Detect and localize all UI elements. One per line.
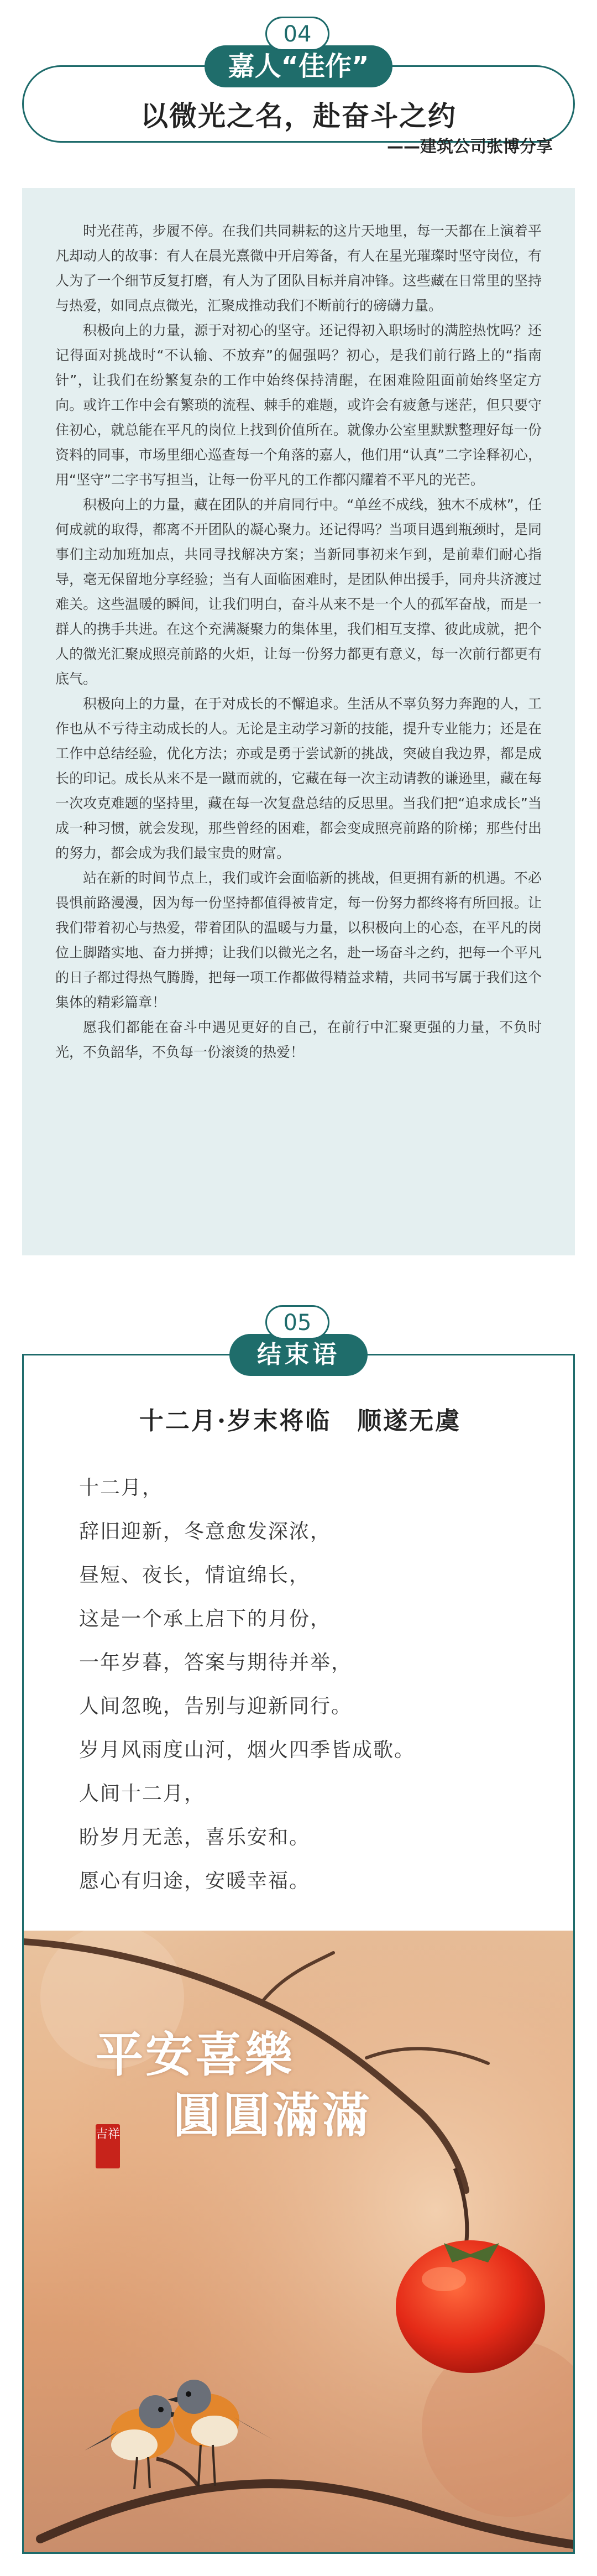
closing-card: [22, 1354, 575, 2554]
illustration-artwork: [24, 1931, 573, 2552]
article-paragraph: 积极向上的力量，在于对成长的不懈追求。生活从不辜负努力奔跑的人，工作也从不亏待主动成长的人。无论是主动学习新的技能，提升专业能力；还是在工作中总结经验，优化方法；亦或是勇于尝试新的挑战，突破自我边界，都是成长的印记。成长从来不是一蹴而就的，它藏在每一次主动请教的谦逊里，藏在每一次攻克难题的坚持里，藏在每一次复盘总结的反思里。当我们把“追求成长”当成一种习惯，就会发现，那些曾经的困难，都会变成照亮前路的阶梯；那些付出的努力，都会成为我们最宝贵的财富。: [55, 696, 542, 861]
poem-line: 十二月，: [79, 1477, 164, 1499]
section-04-number: 04: [265, 17, 329, 51]
poem-line: 人间十二月，: [79, 1782, 206, 1805]
article-paragraph: 站在新的时间节点上，我们或许会面临新的挑战，但更拥有新的机遇。不必畏惧前路漫漫，因为每一份坚持都值得被肯定，每一份努力都终将有所回报。让我们带着初心与热爱，带着团队的温暖与力量，以积极向上的心态，在平凡的岗位上脚踏实地、奋力拼搏；让我们以微光之名，赴一场奋斗之约，把每一个平凡的日子都过得热气腾腾，把每一项工作都做得精益求精，共同书写属于我们这个集体的精彩篇章！: [55, 870, 542, 1010]
red-seal-stamp: 吉祥: [96, 2124, 120, 2168]
poem-title: 十二月·岁末将临 顺遂无虞: [139, 1407, 462, 1435]
poem-line: 岁月风雨度山河，烟火四季皆成歌。: [79, 1739, 416, 1761]
section-05-number: 05: [265, 1305, 329, 1339]
poem-line: 盼岁月无恙，喜乐安和。: [79, 1826, 311, 1849]
poem-line: 愿心有归途，安暖幸福。: [79, 1870, 311, 1892]
poem-line: 一年岁暮，答案与期待并举，: [79, 1651, 353, 1674]
poem: [79, 1466, 532, 1903]
poem-line: 昼短、夜长，情谊绵长，: [79, 1564, 311, 1587]
article-paragraph: 愿我们都能在奋斗中遇见更好的自己，在前行中汇聚更强的力量，不负时光，不负韶华，不负每一份滚烫的热爱！: [55, 1019, 542, 1060]
calligraphy-line-1: 平安喜樂: [96, 2027, 295, 2083]
poem-line: 人间忽晚，告别与迎新同行。: [79, 1695, 353, 1718]
section-04-header: [22, 17, 575, 157]
section-05-tag: 结束语: [229, 1334, 368, 1376]
section-04-subtitle: ——建筑公司张博分享: [387, 137, 553, 157]
section-04-title: 以微光之名，赴奋斗之约: [140, 100, 457, 132]
poem-line: 这是一个承上启下的月份，: [79, 1608, 332, 1630]
calligraphy-line-2: 圓圓滿滿: [173, 2088, 372, 2144]
calligraphy-blessing: [96, 2025, 372, 2146]
article-paragraph: 积极向上的力量，源于对初心的坚守。还记得初入职场时的满腔热忱吗？还记得面对挑战时“不认输、不放弃”的倔强吗？初心，是我们前行路上的“指南针”，让我们在纷繁复杂的工作中始终保持清醒，在困难险阻面前始终坚定方向。或许工作中会有繁琐的流程、棘手的难题，或许会有疲惫与迷茫，但只要守住初心，就总能在平凡的岗位上找到价值所在。就像办公室里默默整理好每一份资料的同事，市场里细心巡查每一个角落的嘉人，他们用“认真”二字诠释初心，用“坚守”二字书写担当，让每一份平凡的工作都闪耀着不平凡的光芒。: [55, 322, 542, 488]
article-paragraph: 积极向上的力量，藏在团队的并肩同行中。“单丝不成线，独木不成林”，任何成就的取得，都离不开团队的凝心聚力。还记得吗？当项目遇到瓶颈时，是同事们主动加班加点，共同寻找解决方案；当新同事初来乍到，是前辈们耐心指导，毫无保留地分享经验；当有人面临困难时，是团队伸出援手，同舟共济渡过难关。这些温暖的瞬间，让我们明白，奋斗从来不是一个人的孤军奋战，而是一群人的携手共进。在这个充满凝聚力的集体里，我们相互支撑、彼此成就，把个人的微光汇聚成照亮前路的火炬，让每一份努力都更有意义，每一次前行都更有底气。: [55, 497, 542, 687]
persimmon-birds-illustration: [24, 1931, 573, 2552]
poem-line: 辞旧迎新，冬意愈发深浓，: [79, 1520, 332, 1543]
article-body: [22, 188, 575, 1255]
article-paragraph: 时光荏苒，步履不停。在我们共同耕耘的这片天地里，每一天都在上演着平凡却动人的故事：有人在晨光熹微中开启筹备，有人在星光璀璨时坚守岗位，有人为了一个细节反复打磨，有人为了团队目标并肩冲锋。这些藏在日常里的坚持与热爱，如同点点微光，汇聚成推动我们不断前行的磅礴力量。: [55, 223, 542, 314]
section-04-tag: 嘉人“佳作”: [205, 45, 392, 87]
